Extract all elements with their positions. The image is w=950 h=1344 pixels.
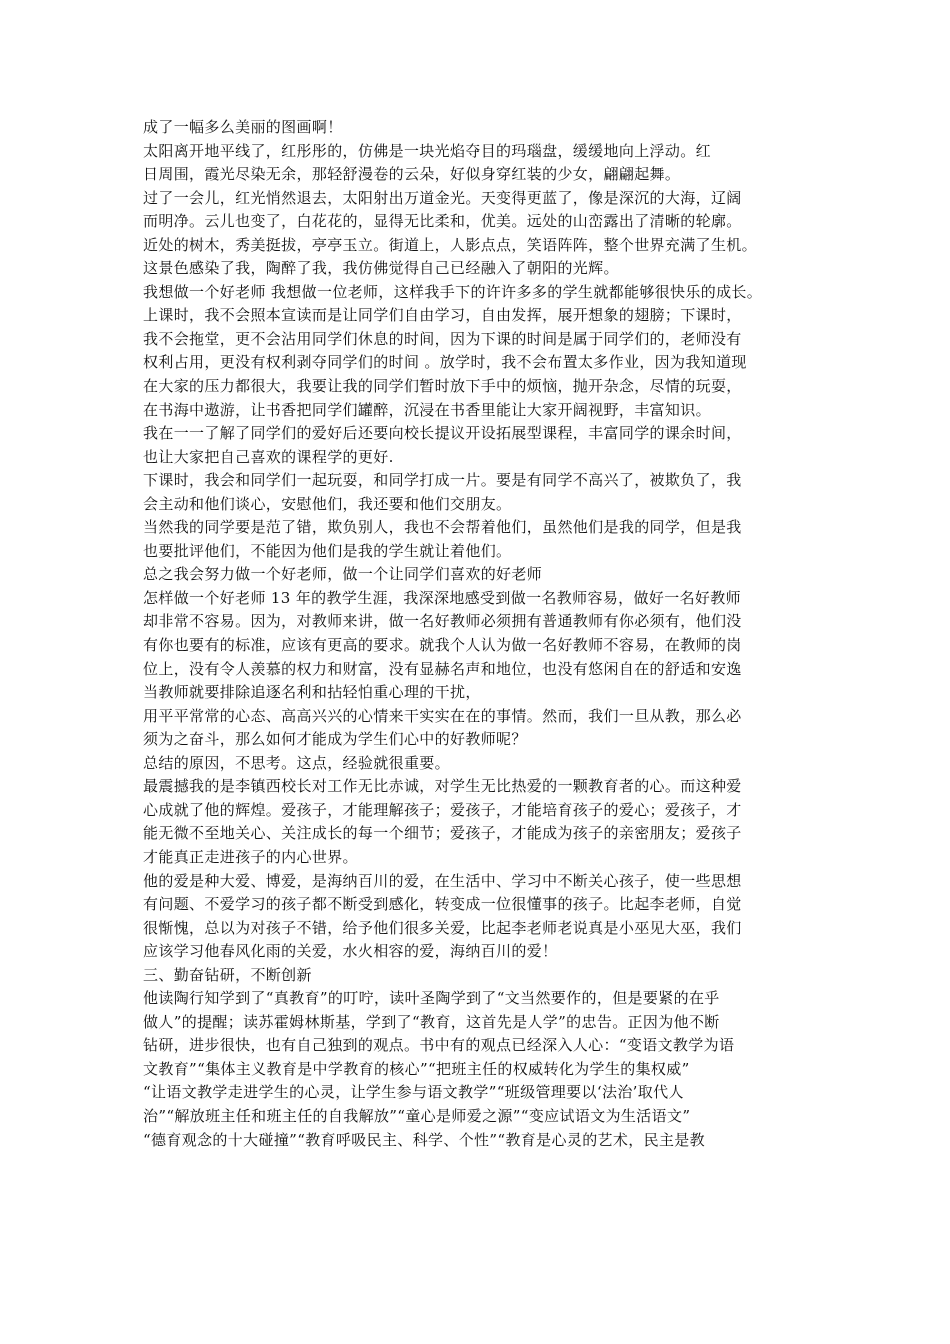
text-line: 当教师就要排除追逐名利和拈轻怕重心理的干扰， <box>143 683 481 702</box>
text-line: 须为之奋斗，那么如何才能成为学生们心中的好教师呢？ <box>143 730 527 749</box>
text-line: 我不会拖堂，更不会沾用同学们休息的时间，因为下课的时间是属于同学们的，老师没有 <box>143 329 742 348</box>
text-line: 在书海中遨游，让书香把同学们罐醉，沉浸在书香里能让大家开阔视野，丰富知识。 <box>143 400 711 419</box>
text-line: 日周围，霞光尽染无余，那轻舒漫卷的云朵，好似身穿红装的少女，翩翩起舞。 <box>143 165 681 184</box>
text-line: 也要批评他们，不能因为他们是我的学生就让着他们。 <box>143 541 512 560</box>
text-line: 钻研，进步很快，也有自己独到的观点。书中有的观点已经深入人心：“变语文教学为语 <box>143 1036 735 1055</box>
text-line: 总结的原因，不思考。这点，经验就很重要。 <box>143 753 451 772</box>
text-line: 才能真正走进孩子的内心世界。 <box>143 847 358 866</box>
text-line: 怎样做一个好老师 13 年的教学生涯，我深深地感受到做一名教师容易，做好一名好教师 <box>143 588 741 607</box>
text-line: 会主动和他们谈心，安慰他们，我还要和他们交朋友。 <box>143 494 512 513</box>
text-line: 应该学习他春风化雨的关爱，水火相容的爱，海纳百川的爱！ <box>143 942 558 961</box>
text-line: 上课时，我不会照本宣读而是让同学们自由学习，自由发挥，展开想象的翅膀；下课时， <box>143 306 742 325</box>
text-line: 权利占用，更没有权利剥夺同学们的时间 。放学时，我不会布置太多作业，因为我知道现 <box>143 353 747 372</box>
text-line: 而明净。云儿也变了，白花花的，显得无比柔和，优美。远处的山峦露出了清晰的轮廓。 <box>143 212 742 231</box>
text-line: 治”“解放班主任和班主任的自我解放”“童心是师爱之源”“变应试语文为生活语文” <box>143 1106 691 1125</box>
text-line: 下课时，我会和同学们一起玩耍，和同学打成一片。要是有同学不高兴了，被欺负了，我 <box>143 471 742 490</box>
text-line: 他的爱是种大爱、博爱，是海纳百川的爱，在生活中、学习中不断关心孩子，使一些思想 <box>143 871 742 890</box>
text-line: “让语文教学走进学生的心灵，让学生参与语文教学”“班级管理要以‘法治’取代人 <box>143 1083 684 1102</box>
text-line: 有问题、不爱学习的孩子都不断受到感化，转变成一位很懂事的孩子。比起李老师，自觉 <box>143 895 742 914</box>
text-line: 位上，没有令人羡慕的权力和财富，没有显赫名声和地位，也没有悠闲自在的舒适和安逸 <box>143 659 742 678</box>
text-line: 很惭愧，总以为对孩子不错，给予他们很多关爱，比起李老师老说真是小巫见大巫，我们 <box>143 918 742 937</box>
text-line: 近处的树木，秀美挺拔，亭亭玉立。街道上，人影点点，笑语阵阵，整个世界充满了生机。 <box>143 235 758 254</box>
text-line: 最震撼我的是李镇西校长对工作无比赤诚，对学生无比热爱的一颗教育者的心。而这种爱 <box>143 777 742 796</box>
text-line: 这景色感染了我，陶醉了我，我仿佛觉得自己已经融入了朝阳的光辉。 <box>143 259 619 278</box>
text-line: 也让大家把自己喜欢的课程学的更好. <box>143 447 394 466</box>
text-line: 我在一一了解了同学们的爱好后还要向校长提议开设拓展型课程，丰富同学的课余时间， <box>143 424 742 443</box>
text-line: 当然我的同学要是范了错，欺负别人，我也不会帮着他们，虽然他们是我的同学，但是我 <box>143 518 742 537</box>
text-line: 三、勤奋钻研，不断创新 <box>143 965 312 984</box>
text-line: 我想做一个好老师 我想做一位老师，这样我手下的许许多多的学生就都能够很快乐的成长。 <box>143 282 763 301</box>
text-line: 在大家的压力都很大，我要让我的同学们暂时放下手中的烦恼，抛开杂念，尽情的玩耍， <box>143 377 742 396</box>
text-line: 过了一会儿，红光悄然退去，太阳射出万道金光。天变得更蓝了，像是深沉的大海，辽阔 <box>143 188 742 207</box>
text-line: 文教育”“集体主义教育是中学教育的核心”“把班主任的权威转化为学生的集权威” <box>143 1059 690 1078</box>
text-line: 他读陶行知学到了“真教育”的叮咛，读叶圣陶学到了“文当然要作的，但是要紧的在乎 <box>143 989 720 1008</box>
text-line: 总之我会努力做一个好老师，做一个让同学们喜欢的好老师 <box>143 565 543 584</box>
text-line: 成了一幅多么美丽的图画啊！ <box>143 118 343 136</box>
text-line: 有你也要有的标准，应该有更高的要求。就我个人认为做一名好教师不容易，在教师的岗 <box>143 636 742 655</box>
text-line: 却非常不容易。因为，对教师来讲，做一名好教师必须拥有普通教师有你必须有，他们没 <box>143 612 742 631</box>
text-line: 心成就了他的辉煌。爱孩子，才能理解孩子；爱孩子，才能培育孩子的爱心；爱孩子，才 <box>143 800 742 819</box>
text-line: 用平平常常的心态、高高兴兴的心情来干实实在在的事情。然而，我们一旦从教，那么必 <box>143 706 742 725</box>
text-line: 能无微不至地关心、关注成长的每一个细节；爱孩子，才能成为孩子的亲密朋友；爱孩子 <box>143 824 742 843</box>
text-line: 做人”的提醒；读苏霍姆林斯基，学到了“教育，这首先是人学”的忠告。正因为他不断 <box>143 1012 720 1031</box>
document-body <box>143 116 813 1152</box>
text-line: 太阳离开地平线了，红彤彤的，仿佛是一块光焰夺目的玛瑙盘，缓缓地向上浮动。红 <box>143 141 711 160</box>
text-line: “德育观念的十大碰撞”“教育呼吸民主、科学、个性”“教育是心灵的艺术，民主是教 <box>143 1130 705 1149</box>
